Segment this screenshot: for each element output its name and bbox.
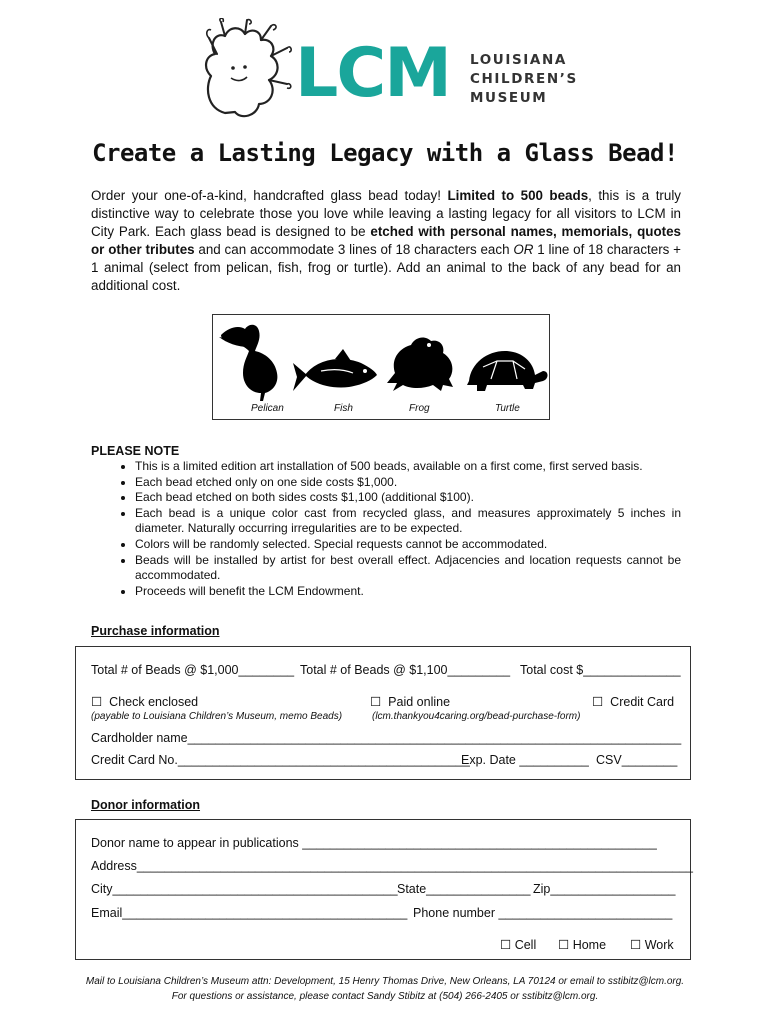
note-heading: PLEASE NOTE (91, 444, 180, 458)
mascot-icon (195, 18, 295, 128)
email-field[interactable]: Email_________________________________________ (91, 906, 408, 920)
work-label: Work (644, 938, 674, 952)
intro-text: , this is a truly distinctive way to celebrate those you love while leaving a lasting legacy for all visitors to LCM in City Park. Each glass bead is designed to be (91, 188, 681, 239)
purchase-form-box (75, 646, 691, 780)
intro-text: 1 line of 18 characters + 1 animal (select from pelican, fish, frog or turtle). Add an animal to the back of any bead for an additional cost. (91, 242, 681, 293)
check-enclosed-label: Check enclosed (109, 695, 199, 709)
credit-card-number-field[interactable]: Credit Card No.__________________________________________ (91, 753, 470, 767)
purchase-heading: Purchase information (91, 624, 220, 638)
csv-field[interactable]: CSV________ (596, 753, 678, 767)
logo-abbreviation: LCM (295, 34, 450, 113)
paid-online-label: Paid online (388, 695, 451, 709)
note-item: • Colors will be randomly selected. Special requests cannot be accommodated. (135, 537, 681, 553)
state-field[interactable]: State_______________ (397, 882, 531, 896)
beads-1000-field[interactable]: Total # of Beads @ $1,000________ (91, 663, 295, 677)
cardholder-name-field[interactable]: Cardholder name_______________________________________________________________________ (91, 731, 682, 745)
footer-mail-line: Mail to Louisiana Children’s Museum attn: Development, 15 Henry Thomas Drive, New Orleans, LA 70124 or email to sstibitz@lcm.org. (85, 976, 685, 987)
phone-home-option[interactable] (558, 937, 606, 952)
note-item: • This is a limited edition art installation of 500 beads, available on a first come, first served basis. (135, 459, 681, 475)
animal-label-fish: Fish (334, 403, 353, 414)
intro-paragraph (91, 187, 681, 295)
logo-museum-name (470, 51, 578, 108)
check-enclosed-option[interactable] (91, 694, 198, 709)
intro-text: and can accommodate 3 lines of 18 characters each (194, 242, 514, 257)
exp-date-field[interactable]: Exp. Date __________ (461, 753, 589, 767)
paid-online-note: (lcm.thankyou4caring.org/bead-purchase-form) (372, 711, 581, 722)
checkbox-icon[interactable]: ☐ (370, 695, 382, 709)
phone-number-field[interactable]: Phone number _________________________ (413, 906, 673, 920)
home-label: Home (572, 938, 607, 952)
turtle-icon (463, 341, 549, 401)
checkbox-icon[interactable]: ☐ (91, 695, 103, 709)
note-list (91, 459, 681, 599)
intro-text: Order your one-of-a-kind, handcrafted glass bead today! (91, 188, 448, 203)
footer (0, 974, 770, 1004)
animal-label-pelican: Pelican (251, 403, 284, 414)
address-field[interactable]: Address________________________________________________________________________________ (91, 859, 694, 873)
note-item: • Each bead etched on both sides costs $1,100 (additional $100). (135, 490, 681, 506)
phone-work-option[interactable] (630, 937, 674, 952)
donor-form-box (75, 819, 694, 960)
intro-bold-limit: Limited to 500 beads (447, 188, 589, 203)
check-note: (payable to Louisiana Children’s Museum, memo Beads) (91, 711, 343, 722)
publication-name-field[interactable]: Donor name to appear in publications ___________________________________________________ (91, 836, 657, 850)
checkbox-icon[interactable]: ☐ (592, 695, 604, 709)
logo-name-line: CHILDREN’S (470, 71, 578, 87)
note-item: • Proceeds will benefit the LCM Endowment. (135, 584, 681, 600)
fish-icon (291, 341, 383, 401)
checkbox-icon[interactable]: ☐ (500, 938, 512, 952)
intro-emphasis: OR (513, 242, 534, 257)
logo-name-line: LOUISIANA (470, 52, 567, 68)
logo-name-line: MUSEUM (470, 90, 548, 106)
credit-card-label: Credit Card (610, 695, 675, 709)
page-title: Create a Lasting Legacy with a Glass Bead! (92, 139, 678, 167)
checkbox-icon[interactable]: ☐ (630, 938, 642, 952)
animal-label-frog: Frog (409, 403, 430, 414)
intro-bold-etched: etched with personal names, memorials, quotes or other tributes (91, 224, 681, 257)
credit-card-option[interactable] (592, 694, 674, 709)
lcm-logo (195, 18, 585, 128)
total-cost-field[interactable]: Total cost $______________ (520, 663, 681, 677)
pelican-icon (215, 317, 295, 403)
note-item: • Each bead is a unique color cast from recycled glass, and measures approximately 5 inches in diameter. Naturally occurring irregularities are to be expected. (135, 506, 681, 537)
zip-field[interactable]: Zip__________________ (533, 882, 676, 896)
checkbox-icon[interactable]: ☐ (558, 938, 570, 952)
animal-options-panel (212, 314, 550, 420)
phone-cell-option[interactable] (500, 937, 536, 952)
note-item: • Beads will be installed by artist for best overall effect. Adjacencies and location requests cannot be accommodated. (135, 553, 681, 584)
note-item: • Each bead etched only on one side costs $1,000. (135, 475, 681, 491)
cell-label: Cell (514, 938, 537, 952)
paid-online-option[interactable] (370, 694, 450, 709)
beads-1100-field[interactable]: Total # of Beads @ $1,100_________ (300, 663, 511, 677)
animal-label-turtle: Turtle (495, 403, 520, 414)
frog-icon (383, 325, 459, 401)
city-field[interactable]: City_________________________________________ (91, 882, 398, 896)
footer-contact-line: For questions or assistance, please contact Sandy Stibitz at (504) 266-2405 or sstibitz@lcm.org. (171, 991, 599, 1002)
donor-heading: Donor information (91, 798, 201, 812)
